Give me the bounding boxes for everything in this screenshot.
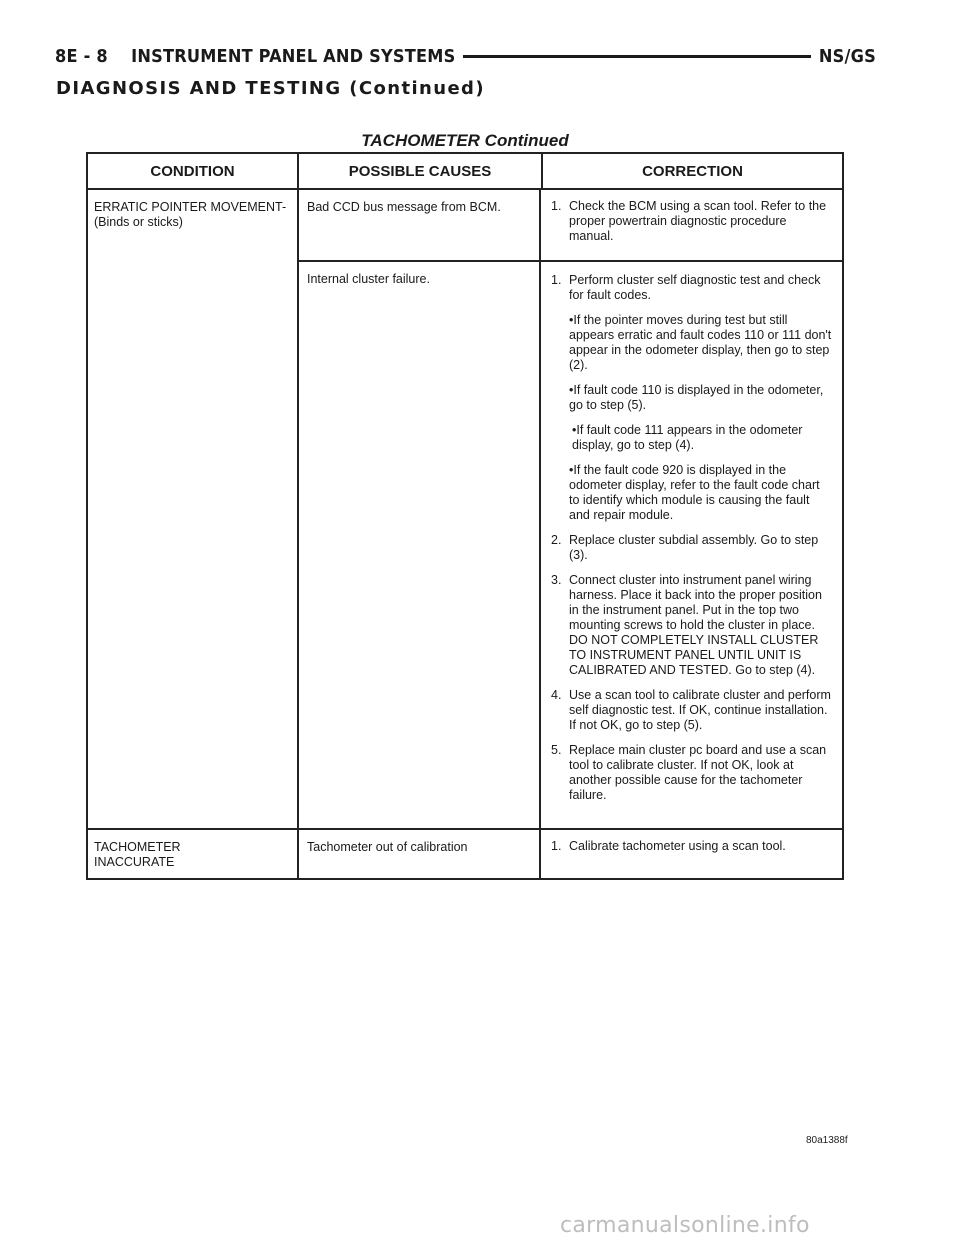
step-text: Check the BCM using a scan tool. Refer to the proper powertrain diagnostic procedure manual. xyxy=(569,199,827,243)
condition-line: INACCURATE xyxy=(94,855,175,869)
cause-cell: Internal cluster failure. xyxy=(299,262,541,828)
bullet-item: •If the pointer moves during test but still appears erratic and fault codes 110 or 111 don't appear in the odometer display, then go to step (2). xyxy=(569,313,832,372)
cause-cell: Tachometer out of calibration xyxy=(299,830,541,878)
bullet-item: •If fault code 111 appears in the odometer display, go to step (4). xyxy=(572,423,803,452)
condition-line: (Binds or sticks) xyxy=(94,215,183,229)
correction-step xyxy=(551,573,832,678)
cause-correction-block xyxy=(297,190,842,828)
correction-cell xyxy=(541,262,842,828)
page-header xyxy=(55,44,876,68)
table-header-row xyxy=(88,154,842,190)
model-code: NS/GS xyxy=(818,45,876,67)
diagnosis-table xyxy=(86,152,844,880)
bullet-item: •If fault code 110 is displayed in the odometer, go to step (5). xyxy=(569,383,824,412)
table-title: TACHOMETER Continued xyxy=(361,131,569,150)
step-number: 3. xyxy=(551,573,562,587)
correction-step xyxy=(551,533,832,563)
correction-cell xyxy=(541,190,842,260)
step-number: 1. xyxy=(551,199,562,213)
step-text: Perform cluster self diagnostic test and check for fault codes. xyxy=(569,273,821,302)
step-number: 4. xyxy=(551,688,562,702)
cause-cell: Bad CCD bus message from BCM. xyxy=(299,190,541,260)
step-text: Use a scan tool to calibrate cluster and perform self diagnostic test. If OK, continue installation. If not OK, go to step (5). xyxy=(569,688,831,732)
step-text: Replace main cluster pc board and use a scan tool to calibrate cluster. If not OK, look at another possible cause for the tachometer failure. xyxy=(569,743,827,802)
correction-cell xyxy=(541,830,842,878)
watermark: carmanualsonline.info xyxy=(560,1213,810,1238)
condition-line: TACHOMETER xyxy=(94,840,181,854)
correction-step xyxy=(551,688,832,733)
step-text: Calibrate tachometer using a scan tool. xyxy=(569,839,786,853)
table-row xyxy=(88,190,842,828)
column-header-causes: POSSIBLE CAUSES xyxy=(297,154,541,188)
column-header-correction: CORRECTION xyxy=(541,154,842,188)
condition-cell xyxy=(88,190,297,828)
condition-cell xyxy=(88,830,297,878)
sub-row xyxy=(299,260,842,828)
correction-step xyxy=(551,199,832,244)
condition-line: ERRATIC POINTER MOVEMENT- xyxy=(94,200,287,214)
step-text: Connect cluster into instrument panel wiring harness. Place it back into the proper position in the instrument panel. Put in the top two mounting screws to hold the cluster in place. DO NOT COMPLETELY INSTALL CLUSTER TO INSTRUMENT PANEL UNTIL UNIT IS CALIBRATED AND TESTED. Go to step (4). xyxy=(569,573,822,677)
figure-id: 80a1388f xyxy=(806,1135,848,1146)
step-number: 2. xyxy=(551,533,562,547)
step-number: 5. xyxy=(551,743,562,757)
section-title: DIAGNOSIS AND TESTING (Continued) xyxy=(56,78,485,99)
correction-step xyxy=(551,743,832,803)
column-header-condition: CONDITION xyxy=(150,162,235,180)
correction-step xyxy=(551,273,832,303)
page-section-label: 8E - 8 INSTRUMENT PANEL AND SYSTEMS xyxy=(55,45,456,67)
step-number: 1. xyxy=(551,273,562,287)
table-row xyxy=(88,828,842,878)
header-rule xyxy=(463,55,810,58)
cause-correction-block xyxy=(297,830,842,878)
step-text: Replace cluster subdial assembly. Go to step (3). xyxy=(569,533,819,562)
sub-row xyxy=(299,190,842,260)
bullet-item: •If the fault code 920 is displayed in the odometer display, refer to the fault code chart to identify which module is causing the fault and repair module. xyxy=(569,463,820,522)
step-number: 1. xyxy=(551,839,562,853)
correction-step xyxy=(551,839,832,854)
